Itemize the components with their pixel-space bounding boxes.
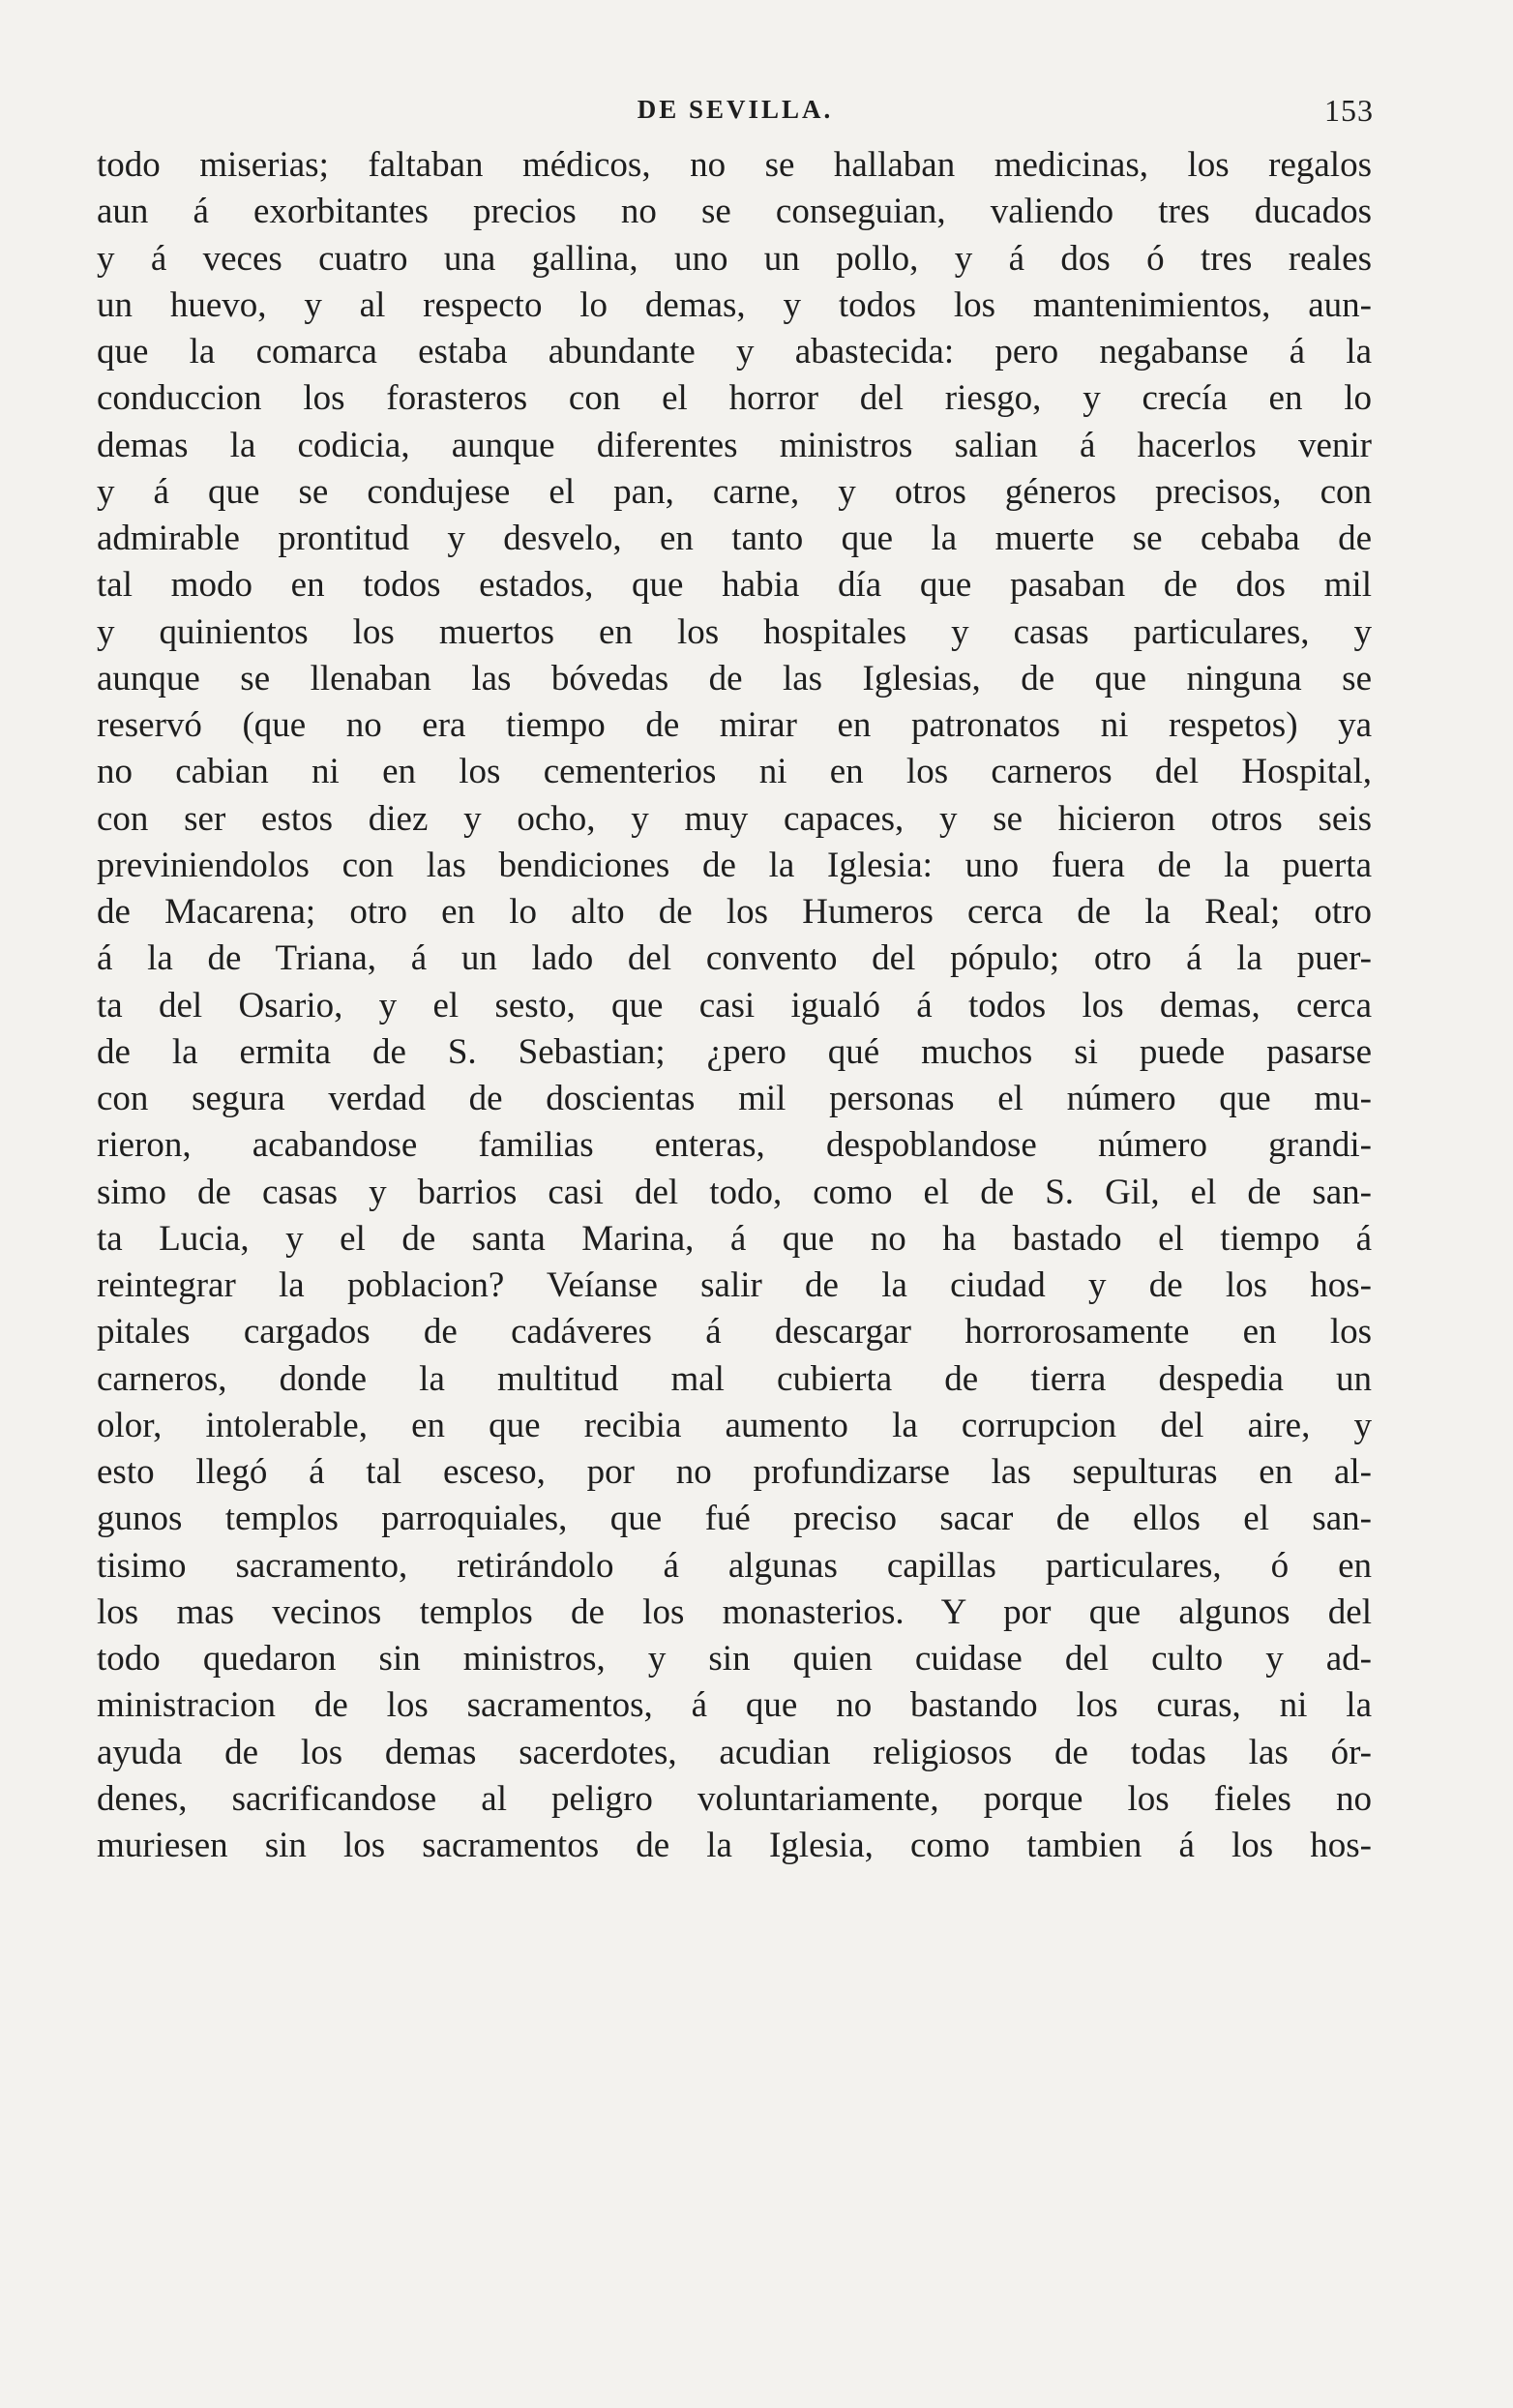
text-line: admirable prontitud y desvelo, en tanto que la muerte se cebaba de (97, 519, 1372, 558)
text-line: olor, intolerable, en que recibia aumento la corrupcion del aire, y (97, 1405, 1372, 1445)
text-line: reintegrar la poblacion? Veíanse salir de la ciudad y de los hos- (97, 1265, 1372, 1305)
running-header (97, 95, 1374, 134)
text-line: pitales cargados de cadáveres á descargar horrorosamente en los (97, 1312, 1372, 1353)
text-line: ayuda de los demas sacerdotes, acudian religiosos de todas las ór- (97, 1732, 1372, 1772)
text-line: tisimo sacramento, retirándolo á algunas capillas particulares, ó en (97, 1545, 1372, 1586)
text-line: los mas vecinos templos de los monasterios. Y por que algunos del (97, 1591, 1372, 1632)
text-line: de la ermita de S. Sebastian; ¿pero qué muchos si puede pasarse (97, 1031, 1372, 1072)
text-line: con segura verdad de doscientas mil personas el número que mu- (97, 1079, 1372, 1118)
text-line: todo quedaron sin ministros, y sin quien cuidase del culto y ad- (97, 1639, 1372, 1679)
body-text (97, 142, 1372, 1869)
text-line: que la comarca estaba abundante y abastecida: pero negabanse á la (97, 332, 1372, 372)
text-line: reservó (que no era tiempo de mirar en patronatos ni respetos) ya (97, 705, 1372, 745)
text-line: un huevo, y al respecto lo demas, y todos los mantenimientos, aun- (97, 284, 1372, 325)
text-line: gunos templos parroquiales, que fué preciso sacar de ellos el san- (97, 1499, 1372, 1539)
text-line: denes, sacrificandose al peligro voluntariamente, porque los fieles no (97, 1778, 1372, 1819)
text-line: de Macarena; otro en lo alto de los Humeros cerca de la Real; otro (97, 892, 1372, 932)
text-line: demas la codicia, aunque diferentes ministros salian á hacerlos venir (97, 425, 1372, 465)
text-line: ta del Osario, y el sesto, que casi igualó á todos los demas, cerca (97, 985, 1372, 1026)
text-line: tal modo en todos estados, que habia día que pasaban de dos mil (97, 565, 1372, 606)
text-line: y á veces cuatro una gallina, uno un pollo, y á dos ó tres reales (97, 238, 1372, 279)
text-line: y quinientos los muertos en los hospitales y casas particulares, y (97, 611, 1372, 652)
text-line: con ser estos diez y ocho, y muy capaces, y se hicieron otros seis (97, 798, 1372, 839)
text-line: rieron, acabandose familias enteras, despoblandose número grandi- (97, 1125, 1372, 1166)
text-line: todo miserias; faltaban médicos, no se hallaban medicinas, los regalos (97, 145, 1372, 185)
text-line: y á que se condujese el pan, carne, y otros géneros precisos, con (97, 471, 1372, 512)
text-line: carneros, donde la multitud mal cubierta de tierra despedia un (97, 1358, 1372, 1399)
text-line: simo de casas y barrios casi del todo, como el de S. Gil, el de san- (97, 1172, 1372, 1212)
text-line: aun á exorbitantes precios no se conseguian, valiendo tres ducados (97, 192, 1372, 232)
text-line: ta Lucia, y el de santa Marina, á que no ha bastado el tiempo á (97, 1218, 1372, 1259)
text-line: conduccion los forasteros con el horror del riesgo, y crecía en lo (97, 378, 1372, 419)
text-line: á la de Triana, á un lado del convento del pópulo; otro á la puer- (97, 938, 1372, 979)
text-line: ministracion de los sacramentos, á que no bastando los curas, ni la (97, 1685, 1372, 1726)
text-line: previniendolos con las bendiciones de la Iglesia: uno fuera de la puerta (97, 845, 1372, 885)
page-number: 153 (1324, 93, 1374, 128)
text-line: esto llegó á tal esceso, por no profundizarse las sepulturas en al- (97, 1452, 1372, 1492)
text-line: no cabian ni en los cementerios ni en los carneros del Hospital, (97, 752, 1372, 792)
running-title: DE SEVILLA. (637, 95, 834, 124)
text-line: muriesen sin los sacramentos de la Iglesia, como tambien á los hos- (97, 1826, 1372, 1865)
text-line: aunque se llenaban las bóvedas de las Iglesias, de que ninguna se (97, 658, 1372, 699)
